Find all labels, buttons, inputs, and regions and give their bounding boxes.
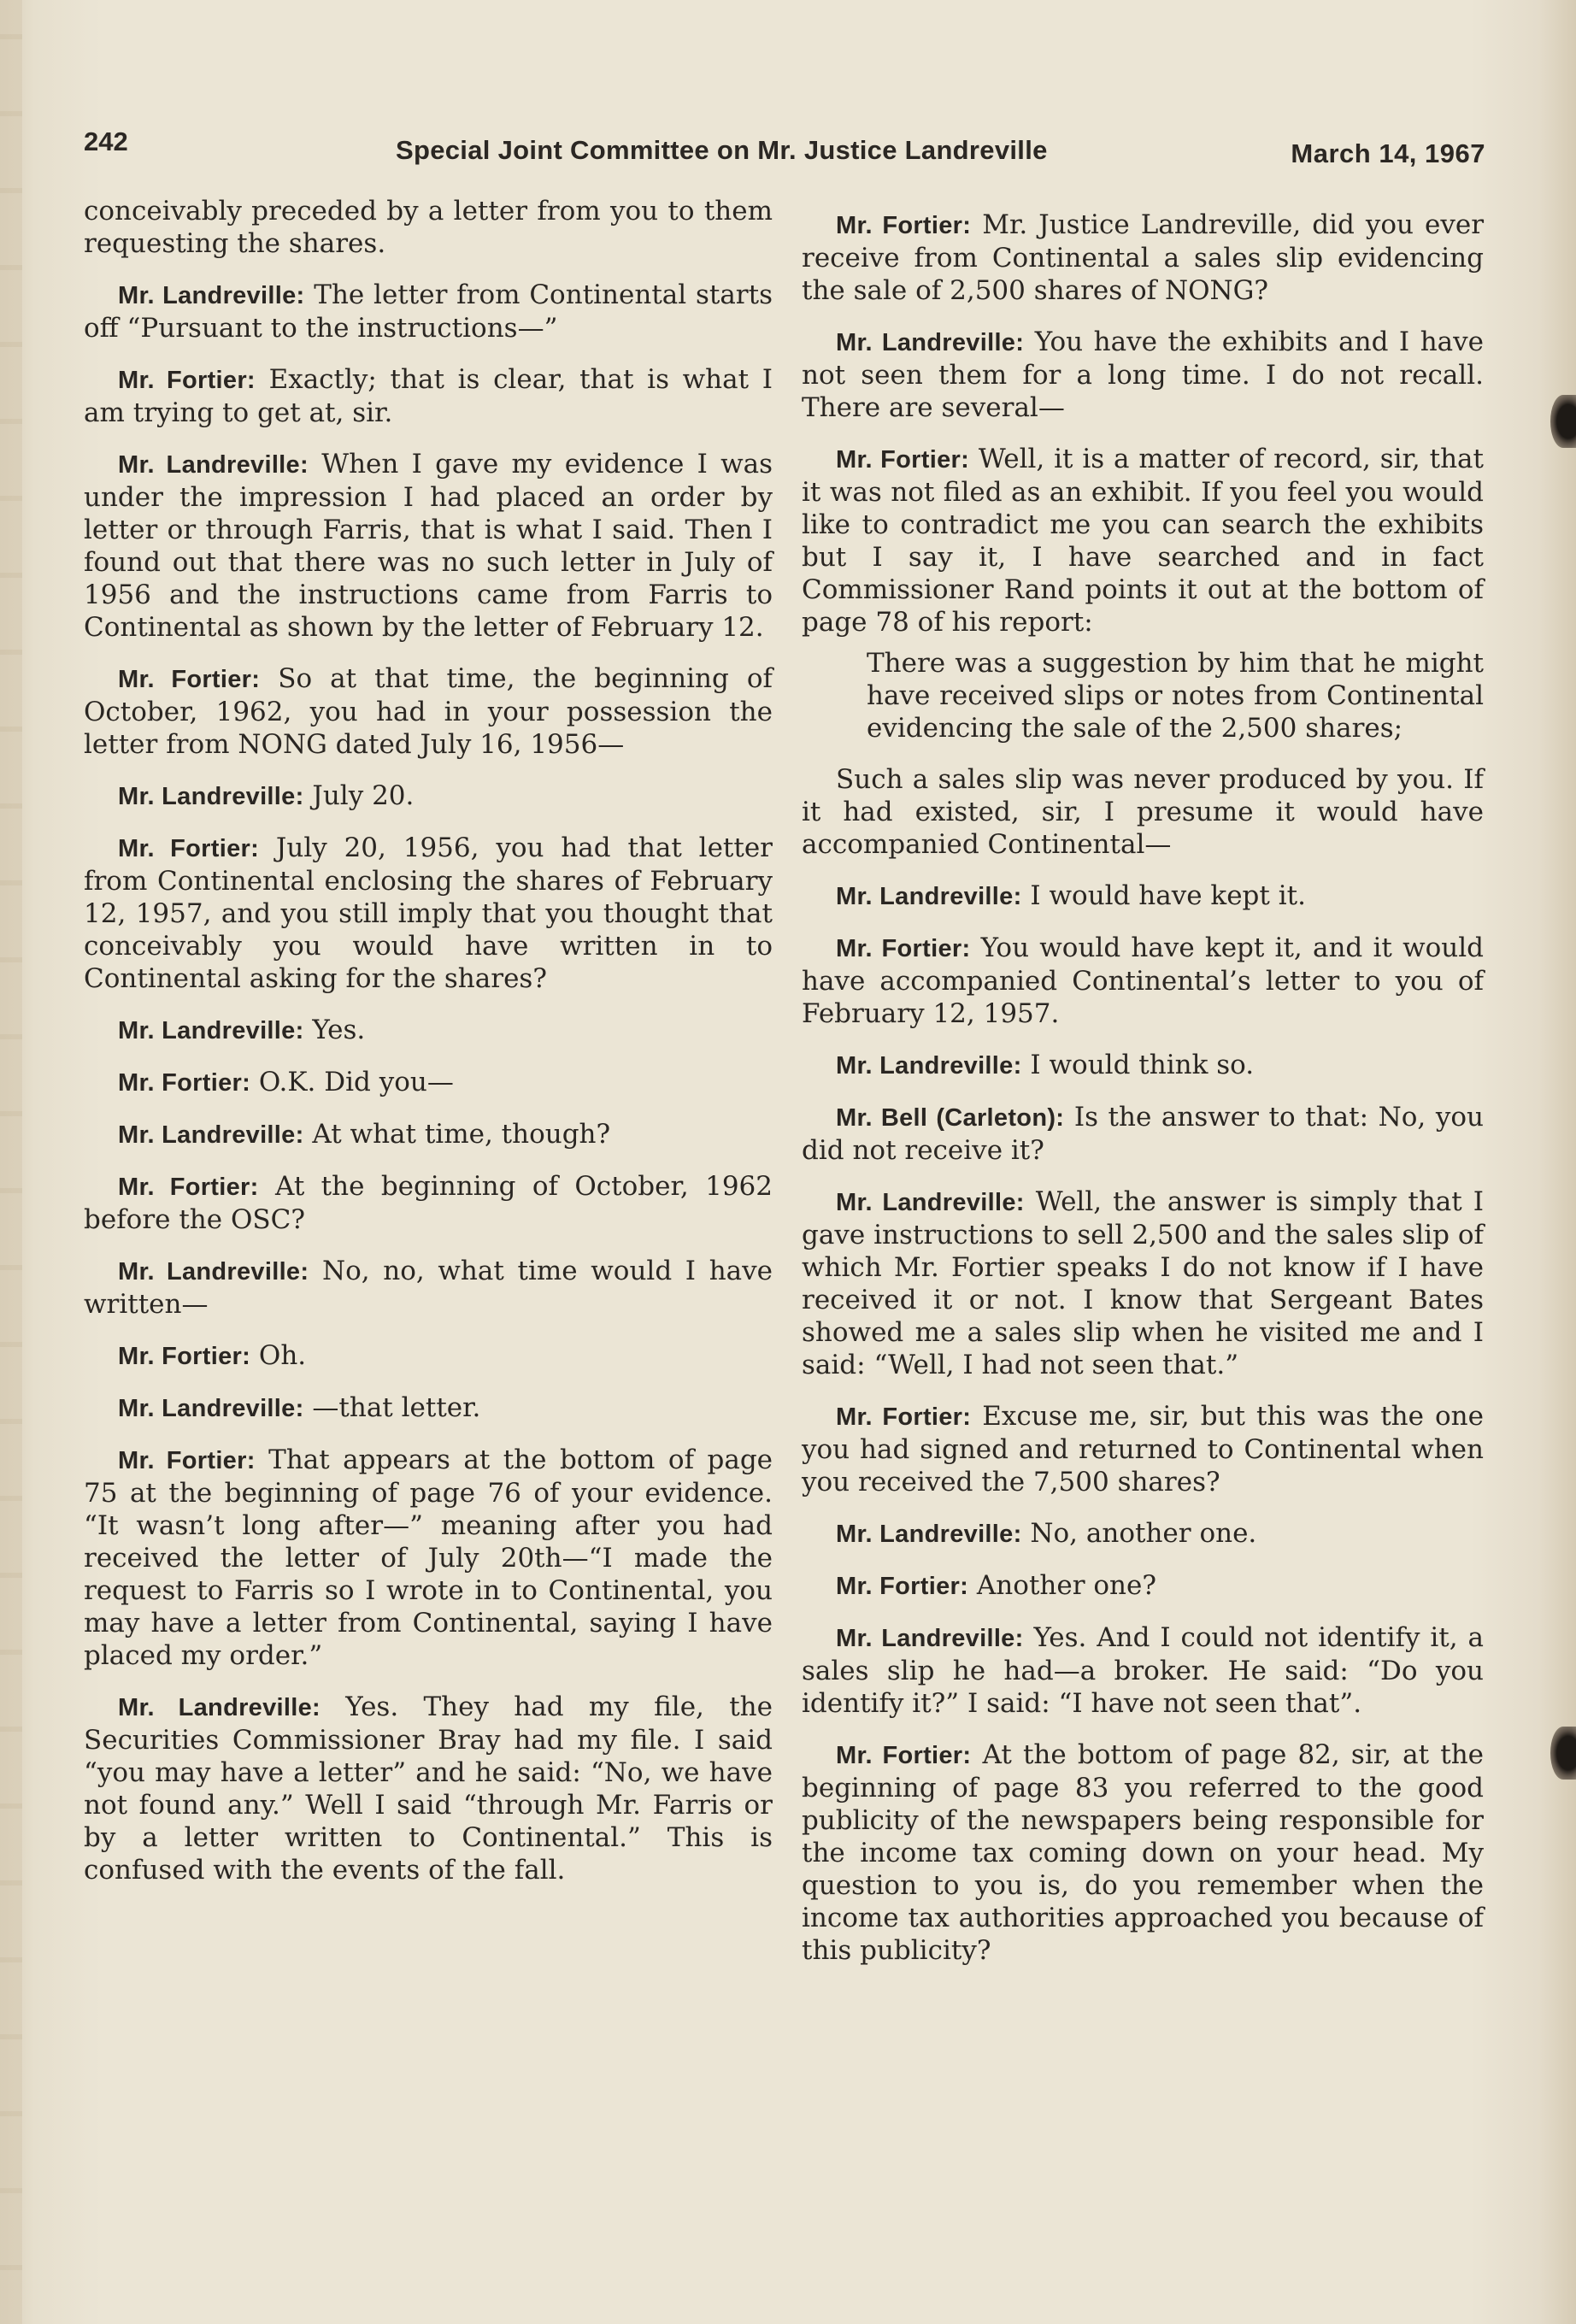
running-head [84,126,1485,168]
paragraph-text: July 20. [312,780,415,811]
speaker-name: Mr. Fortier: [836,935,971,962]
speaker-name: Mr. Fortier: [836,1573,969,1600]
page-left-edge [0,0,22,2324]
page-number: 242 [84,126,128,156]
paragraph-text: You would have kept it, and it would have accompanied Continental’s letter to you of February 12, 1957. [802,933,1484,1029]
paragraph [84,448,773,644]
paragraph [802,443,1484,638]
speaker-name: Mr. Fortier: [118,367,256,394]
paragraph [84,1339,773,1373]
paragraph [802,209,1484,307]
paragraph [802,932,1484,1030]
speaker-name: Mr. Landreville: [118,1121,304,1149]
speaker-name: Mr. Landreville: [118,1258,309,1286]
paragraph [84,1255,773,1321]
running-head-date: March 14, 1967 [1291,138,1485,168]
binding-hole-upper [1550,395,1576,448]
paragraph [84,1014,773,1047]
speaker-name: Mr. Fortier: [118,835,260,862]
paragraph [84,1118,773,1151]
speaker-name: Mr. Landreville: [836,1625,1024,1652]
paragraph [802,1049,1484,1082]
paragraph-text: Exactly; that is clear, that is what I am trying to get at, sir. [84,364,773,428]
paragraph-text: O.K. Did you— [258,1067,454,1097]
paragraph [802,880,1484,913]
paragraph [84,1444,773,1672]
speaker-name: Mr. Fortier: [118,666,261,693]
paragraph [84,1170,773,1236]
speaker-name: Mr. Landreville: [118,1694,320,1721]
paragraph-text: Yes. [312,1015,366,1045]
speaker-name: Mr. Landreville: [836,329,1025,356]
paragraph-text: No, another one. [1030,1518,1257,1549]
speaker-name: Mr. Landreville: [836,1189,1025,1216]
speaker-name: Mr. Landreville: [118,783,304,810]
speaker-name: Mr. Fortier: [118,1343,251,1370]
paragraph-text: Yes. They had my file, the Securities Commissioner Bray had my file. I said “you may have a letter” and he said: “No, we have not found any.” Well I said “through Mr. Farris or by a letter written to Continental.” This is confused with the events of the fall. [84,1692,773,1886]
paragraph-text: When I gave my evidence I was under the impression I had placed an order by letter or through Farris, that is what I said. Then I found out that there was no such letter in July of 1956 and the instructions came from Farris to Continental as shown by the letter of February 12. [84,449,773,643]
paragraph [84,363,773,429]
paragraph-text: So at that time, the beginning of October, 1962, you had in your possession the letter from NONG dated July 16, 1956— [84,663,773,760]
speaker-name: Mr. Bell (Carleton): [836,1104,1065,1132]
speaker-name: Mr. Fortier: [118,1174,259,1201]
paragraph-text: —that letter. [312,1392,481,1423]
paragraph [802,1517,1484,1550]
paragraph [84,1691,773,1886]
paragraph-text: You have the exhibits and I have not seen them for a long time. I do not recall. There are several— [802,327,1485,423]
paragraph-text: No, no, what time would I have written— [84,1256,773,1320]
paragraph-text: Excuse me, sir, but this was the one you had signed and returned to Continental when you received the 7,500 shares? [802,1401,1484,1497]
paragraph-text: July 20, 1956, you had that letter from Continental enclosing the shares of February 12, 1957, and you still imply that you thought that conceivably you would have written in to Continental asking for the shares? [84,833,773,994]
paragraph-text: At the bottom of page 82, sir, at the beginning of page 83 you referred to the good publicity of the newspapers being responsible for the income tax coming down on your head. My question to you is, do you remember when the income tax authorities approached you because of this publicity? [802,1739,1484,1966]
left-column [84,195,773,1905]
speaker-name: Mr. Fortier: [118,1447,256,1474]
paragraph [802,1621,1484,1720]
paragraph [802,1400,1484,1498]
paragraph [84,1391,773,1425]
speaker-name: Mr. Fortier: [836,212,972,239]
speaker-name: Mr. Landreville: [118,1395,304,1422]
paragraph-text: I would have kept it. [1030,880,1306,911]
speaker-name: Mr. Landreville: [118,1017,304,1044]
speaker-name: Mr. Fortier: [836,1403,972,1431]
paragraph-text: At the beginning of October, 1962 before the OSC? [84,1171,773,1235]
right-column [802,209,1484,1986]
speaker-name: Mr. Landreville: [118,282,305,309]
paragraph [802,326,1484,424]
paragraph [802,1101,1484,1167]
paragraph [84,780,773,813]
paragraph-text: Another one? [976,1570,1156,1601]
paragraph-text: Well, the answer is simply that I gave instructions to sell 2,500 and the sales slip of which Mr. Fortier speaks I do not know if I have received it or not. I know that Sergeant Bates showed me a sales slip when he visited me and I said: “Well, I had not seen that.” [802,1186,1484,1380]
paragraph-text: The letter from Continental starts off “Pursuant to the instructions—” [84,279,773,344]
paragraph [84,279,773,344]
paragraph [84,662,773,761]
paragraph [802,1739,1484,1967]
paragraph [84,832,773,995]
paragraph [84,1066,773,1099]
binding-hole-lower [1550,1727,1576,1780]
paragraph-text: conceivably preceded by a letter from you to them requesting the shares. [84,196,773,259]
paragraph-text: I would think so. [1030,1050,1255,1080]
paragraph-text: Yes. And I could not identify it, a sales slip he had—a broker. He said: “Do you identify it?” I said: “I have not seen that”. [802,1622,1484,1719]
paragraph [802,1186,1484,1381]
paragraph-text: Is the answer to that: No, you did not receive it? [802,1102,1484,1166]
speaker-name: Mr. Landreville: [836,883,1022,910]
speaker-name: Mr. Landreville: [118,451,309,479]
speaker-name: Mr. Fortier: [118,1069,251,1097]
block-quote: There was a suggestion by him that he might have received slips or notes from Continental evidencing the sale of the 2,500 shares; [867,648,1484,744]
speaker-name: Mr. Fortier: [836,446,970,474]
paragraph-text: Mr. Justice Landreville, did you ever receive from Continental a sales slip evidencing the sale of 2,500 shares of NONG? [802,209,1485,306]
paragraph-text: At what time, though? [312,1119,611,1150]
speaker-name: Mr. Landreville: [836,1521,1022,1548]
running-head-title: Special Joint Committee on Mr. Justice Landreville [396,135,1048,165]
paragraph-text: Such a sales slip was never produced by you. If it had existed, sir, I presume it would have accompanied Continental— [802,764,1484,860]
paragraph-text: That appears at the bottom of page 75 at the beginning of page 76 of your evidence. “It wasn’t long after—” meaning after you had received the letter of July 20th—“I made the request to Farris so I wrote in to Continental, you may have a letter from Continental, saying I have placed my order.” [84,1444,773,1671]
paragraph [84,195,773,260]
paragraph-text: Well, it is a matter of record, sir, that it was not filed as an exhibit. If you feel you would like to contradict me you can search the exhibits but I say it, I have searched and in fact Commissioner Rand points it out at the bottom of page 78 of his report: [802,444,1484,638]
paragraph [802,763,1484,861]
paragraph-text: Oh. [258,1340,307,1371]
speaker-name: Mr. Landreville: [836,1052,1022,1080]
paragraph [802,1569,1484,1603]
speaker-name: Mr. Fortier: [836,1742,972,1769]
